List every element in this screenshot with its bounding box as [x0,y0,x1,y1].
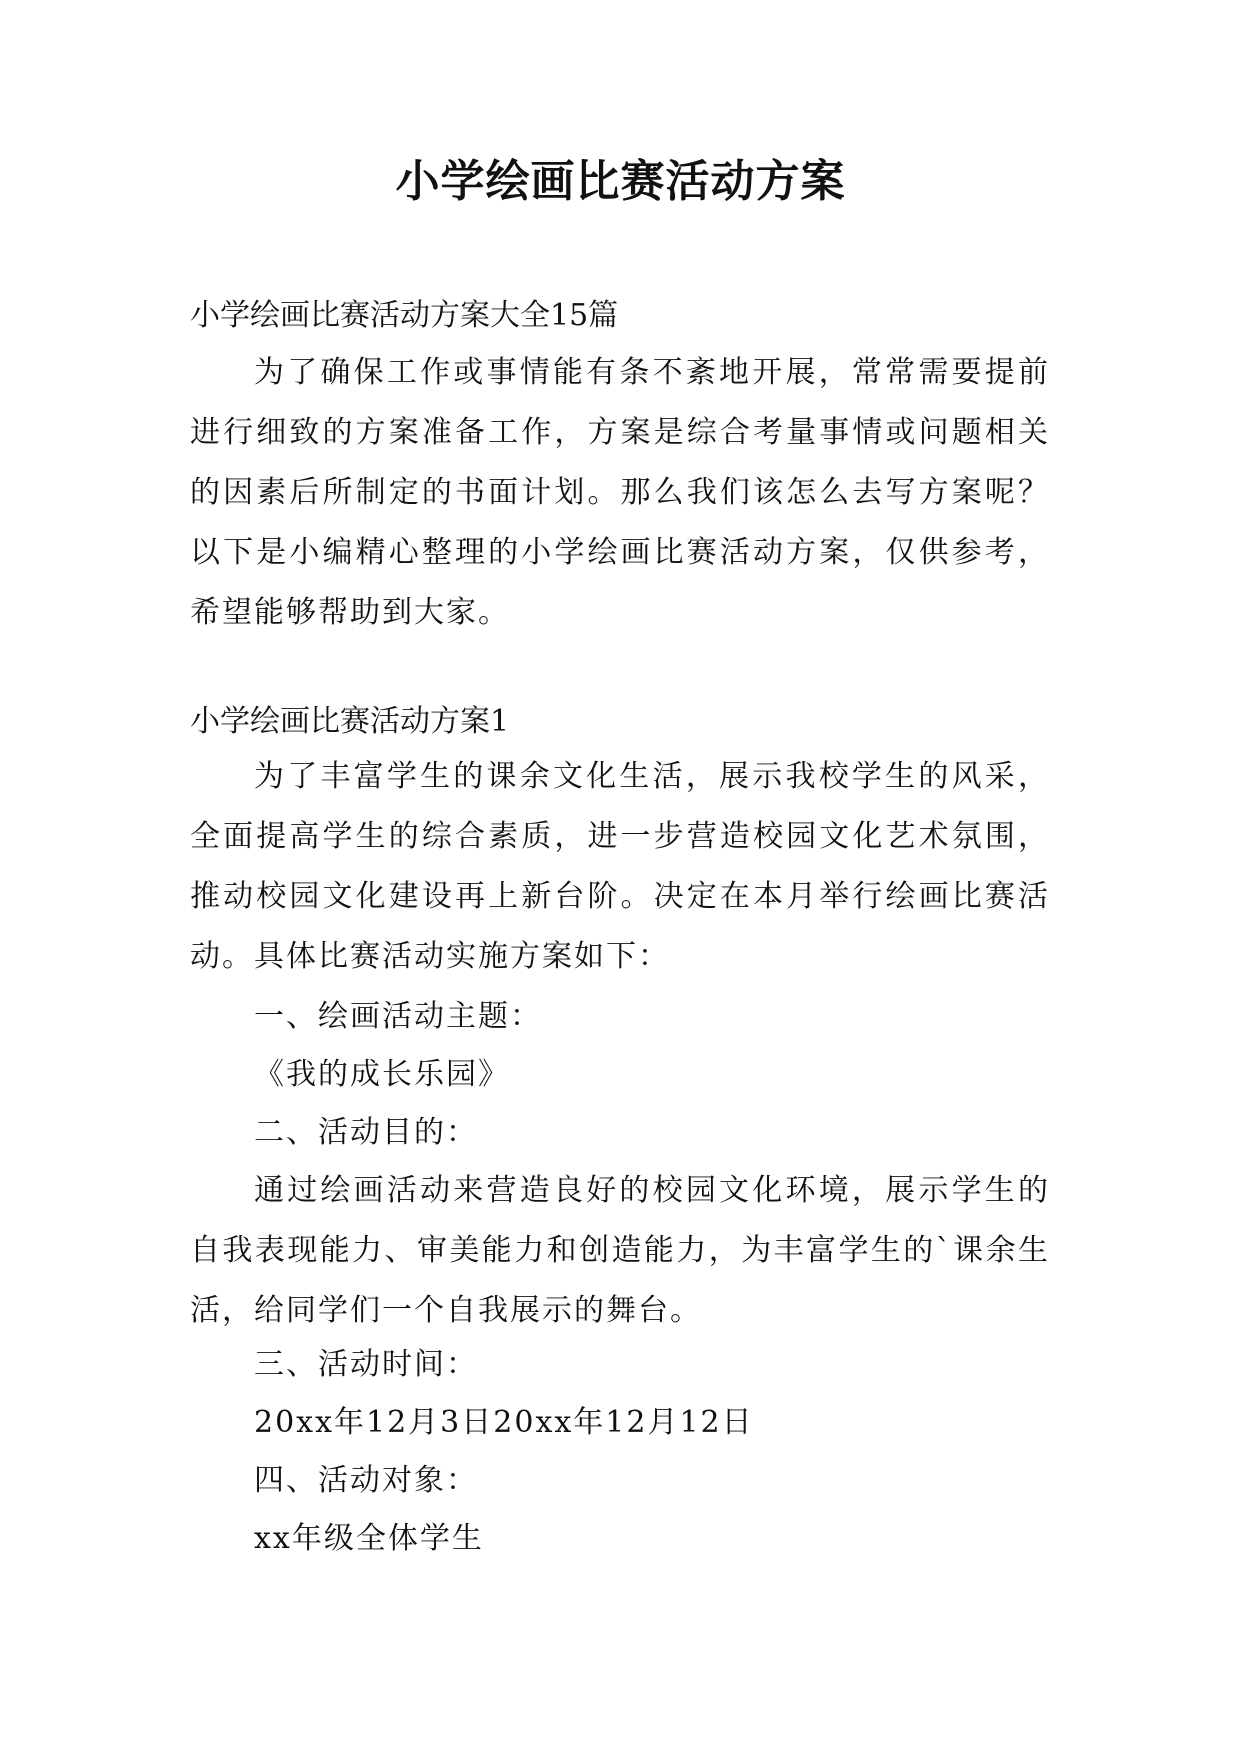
time-value: 20xx年12月3日20xx年12月12日 [254,1405,754,1440]
target-value: xx年级全体学生 [254,1521,484,1556]
purpose-heading: 二、活动目的： [254,1115,478,1150]
document-title: 小学绘画比赛活动方案 [395,156,846,207]
intro-paragraph: 为了确保工作或事情能有条不紊地开展，常常需要提前进行细致的方案准备工作，方案是综合考量事情或问题相关的因素后所制定的书面计划。那么我们该怎么去写方案呢？以下是小编精心整理的小学绘画比赛活动方案，仅供参考，希望能够帮助到大家。 [190,355,1050,630]
section-intro-paragraph: 为了丰富学生的课余文化生活，展示我校学生的风采，全面提高学生的综合素质，进一步营造校园文化艺术氛围，推动校园文化建设再上新台阶。决定在本月举行绘画比赛活动。具体比赛活动实施方案如下： [190,759,1050,974]
target-heading: 四、活动对象： [254,1463,478,1498]
theme-heading: 一、绘画活动主题： [254,999,542,1034]
purpose-paragraph: 通过绘画活动来营造良好的校园文化环境，展示学生的自我表现能力、审美能力和创造能力，为丰富学生的`课余生活，给同学们一个自我展示的舞台。 [190,1173,1050,1328]
time-heading: 三、活动时间： [254,1347,478,1382]
section-heading: 小学绘画比赛活动方案1 [190,704,510,739]
document-subtitle: 小学绘画比赛活动方案大全15篇 [190,298,619,333]
theme-value: 《我的成长乐园》 [254,1057,510,1092]
